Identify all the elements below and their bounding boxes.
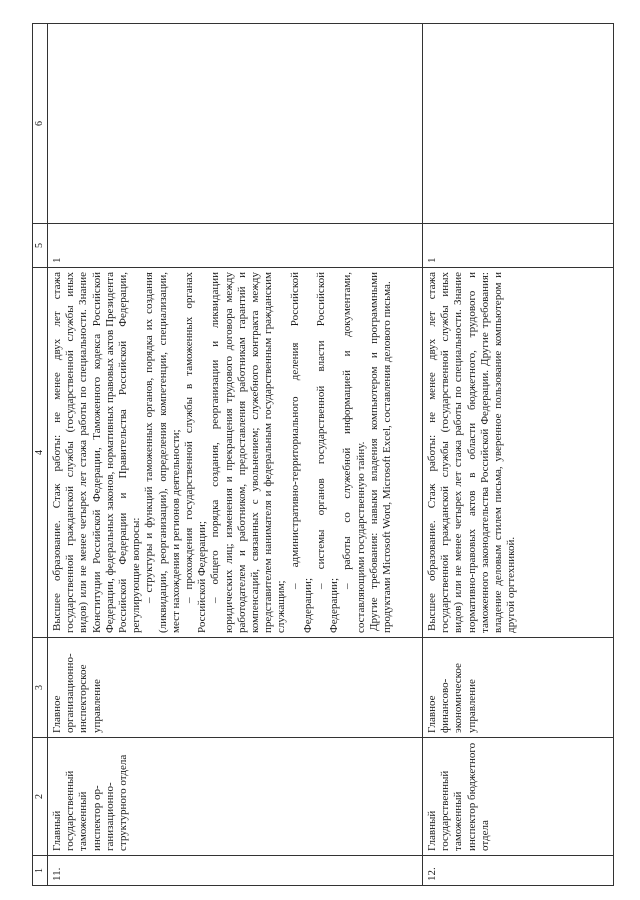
table-row xyxy=(423,24,614,886)
column-6-value xyxy=(48,24,423,224)
column-5-value: 1 xyxy=(48,224,423,268)
table-row xyxy=(48,24,423,886)
requirements-intro: Высшее образование. Стаж работы: не менее двух лет стажа государственной гражданской службы (государственной службы иных видов) или не менее четырех лет стажа работы по специальности. Знание нормативно-правовых актов в области бюджетного, трудового и таможенного законодательства Российской Федерации. Другие требования: владение деловым стилем письма, уверенное пользование компьютером и другой оргтехникой. xyxy=(426,272,518,633)
position-title: Главный государственный таможенный инспектор ор-ганизационно-структурного отдела xyxy=(48,738,423,856)
requirement-item: – работы со служебной информацией и документами, составляющими государственную тайну. xyxy=(341,272,367,633)
row-number: 11. xyxy=(48,856,423,886)
header-cell-3: 3 xyxy=(33,638,48,738)
header-cell-2: 2 xyxy=(33,738,48,856)
requirement-item: – системы органов государственной власти Российской Федерации; xyxy=(315,272,341,633)
row-number: 12. xyxy=(423,856,614,886)
requirement-item: – административно-территориального деления Российской Федерации; xyxy=(288,272,314,633)
requirements-cell xyxy=(423,268,614,638)
header-cell-1: 1 xyxy=(33,856,48,886)
header-cell-6: 6 xyxy=(33,24,48,224)
table-header-row xyxy=(33,24,48,886)
column-5-value: 1 xyxy=(423,224,614,268)
requirements-intro: Высшее образование. Стаж работы: не менее двух лет стажа государственной гражданской службы (государственной службы иных видов) или не менее четырех лет стажа работы по специальности. Знание Конституции Российской Федерации, Таможенного кодекса Российской Федерации, федеральных законов, нормативных правовых актов Президента Российской Федерации и Правительства Российской Федерации, регулирующие вопросы: xyxy=(51,272,143,633)
requirement-item: – структуры и функций таможенных органов, порядка их создания (ликвидации, реорганизации), определения компетенции, специализации, мест нахождения и регионов деятельности; xyxy=(143,272,182,633)
position-title: Главный государственный таможенный инспектор бюджетного отдела xyxy=(423,738,614,856)
requirements-cell xyxy=(48,268,423,638)
column-6-value xyxy=(423,24,614,224)
header-cell-5: 5 xyxy=(33,224,48,268)
department-name: Главное финансово-экономическое управление xyxy=(423,638,614,738)
header-cell-4: 4 xyxy=(33,268,48,638)
requirements-other: Другие требования: навыки владения компьютером и программными продуктами Microsoft Word, Microsoft Excel, составления делового письма. xyxy=(367,272,394,633)
vacancy-table xyxy=(32,23,614,886)
department-name: Главное организационно-инспекторское управление xyxy=(48,638,423,738)
requirement-item: – прохождения государственной службы в таможенных органах Российской Федерации; xyxy=(183,272,209,633)
requirement-item: – общего порядка создания, реорганизации и ликвидации юридических лиц; изменения и прекращения трудового договора между работодателем и работником, предоставления работникам гарантий и компенсаций, связанных с увольнением; служебного контракта между представителем нанимателя и федеральным государственным гражданским служащим; xyxy=(209,272,288,633)
